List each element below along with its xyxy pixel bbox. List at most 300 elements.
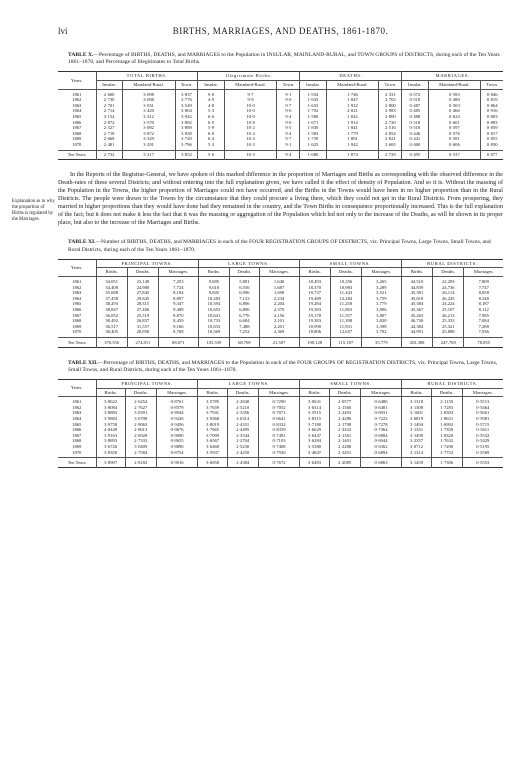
table-cell: 25,321: [433, 324, 464, 330]
table-cell: 1,698: [259, 290, 299, 296]
margin-note: Explanation as to why the proportion of Births is regulated by the Marriages.: [12, 199, 55, 222]
table-cell: 0·466: [428, 108, 481, 114]
table-cell: 10·0: [224, 114, 277, 120]
table-cell: 0·9226: [156, 416, 198, 422]
table-cell: 28,315: [127, 301, 158, 307]
table-cell: 2·3356: [227, 410, 258, 416]
table-cell: 11,557: [330, 313, 361, 319]
table-cell: 22,293: [433, 277, 464, 285]
column-header: Insular.: [96, 81, 122, 90]
table-cell: 2·8013: [125, 427, 156, 433]
table-cell: 6·0: [198, 131, 224, 137]
column-header: Births.: [198, 268, 229, 277]
table-cell: 8,897: [158, 296, 198, 302]
total-cell: 3·217: [122, 150, 175, 160]
table-cell: 3·1494: [402, 422, 431, 428]
table-cell: 2·3544: [227, 433, 258, 439]
year-cell: 1867: [58, 433, 96, 439]
table-cell: 11,863: [330, 307, 361, 313]
table-cell: 0·8890: [156, 444, 198, 450]
total-cell: 2·2085: [329, 458, 360, 468]
table-cell: 2·6314: [227, 416, 258, 422]
table-cell: 0·518: [402, 120, 428, 126]
table-cell: 9·0: [277, 120, 300, 126]
table-cell: 3·9758: [96, 422, 125, 428]
year-cell: 1870: [58, 142, 96, 150]
column-header: Marriages.: [360, 388, 402, 397]
table-cell: 0·5661: [476, 410, 490, 416]
table-cell: 0·6931: [360, 410, 402, 416]
table-cell: 0·460: [402, 142, 428, 150]
table-cell: 18,493: [299, 277, 330, 285]
total-cell: 5·6: [198, 150, 224, 160]
table-cell: 2·600: [96, 89, 122, 97]
total-cell: 370,556: [96, 338, 127, 348]
column-header: Births.: [402, 388, 431, 397]
table-cell: 44,991: [401, 329, 432, 337]
table-cell: 3·1490: [402, 433, 431, 439]
table-cell: 1·792: [300, 108, 326, 114]
table-cell: 9·9: [224, 97, 277, 103]
table-cell: 1·934: [300, 89, 326, 97]
table-cell: 25,333: [433, 318, 464, 324]
year-cell: 1861: [58, 89, 96, 97]
year-cell: 1864: [58, 296, 96, 302]
table-total-row: [58, 338, 503, 348]
table-cell: 18,806: [299, 329, 330, 337]
total-cell: 3·852: [175, 150, 198, 160]
group-header: LARGE TOWNS.: [198, 259, 299, 268]
table-cell: 0·7920: [258, 450, 300, 458]
year-cell: 1868: [58, 318, 96, 324]
total-cell: 21,507: [259, 338, 299, 348]
table-cell: 2·2288: [329, 444, 360, 450]
running-title: BIRTHS, MARRIAGES, AND DEATHS, 1861-1870.: [172, 26, 389, 36]
table-cell: 0·883: [486, 119, 498, 125]
table-cell: 12,284: [330, 296, 361, 302]
table-cell: 10·8: [224, 120, 277, 126]
table-cell: 2·702: [379, 97, 402, 103]
table-cell: 0·5611: [476, 427, 490, 433]
table-cell: 2·2432: [329, 427, 360, 433]
table-cell: 2·5210: [227, 405, 258, 411]
table-10-body: [58, 89, 503, 150]
table-cell: 3,265: [361, 277, 401, 285]
table-cell: 1·922: [326, 103, 379, 109]
table-cell: 8,058: [478, 290, 489, 296]
table-cell: 0·7071: [258, 410, 300, 416]
table-cell: 0·597: [428, 125, 481, 131]
table-cell: 9,166: [158, 324, 198, 330]
column-header: Births.: [299, 268, 330, 277]
table-cell: 6·6: [198, 114, 224, 120]
table-cell: 1·633: [300, 103, 326, 109]
table-cell: 1·633: [300, 97, 326, 103]
table-cell: 3·1331: [402, 427, 431, 433]
year-cell: 1869: [58, 444, 96, 450]
column-header: Marriages.: [259, 268, 299, 277]
table-cell: 10,733: [198, 318, 229, 324]
table-subheader-row: [58, 268, 503, 277]
column-header: Births.: [300, 388, 329, 397]
table-cell: 9·0: [198, 89, 224, 97]
table-cell: 0·7222: [360, 416, 402, 422]
year-cell: 1862: [58, 285, 96, 291]
table-cell: 9·7: [277, 103, 300, 109]
year-cell: 1867: [58, 125, 96, 131]
table-cell: 11,398: [330, 318, 361, 324]
table-cell: 3·0631: [300, 397, 329, 405]
table-cell: 3·7941: [198, 410, 227, 416]
table-cell: 6,684: [230, 318, 260, 324]
table-cell: 45,263: [401, 313, 432, 319]
table-cell: 6·5: [198, 120, 224, 126]
table-cell: 3·0712: [402, 444, 431, 450]
column-header: Marriages.: [258, 388, 300, 397]
table-cell: 36,052: [96, 313, 127, 319]
table-cell: 26,245: [433, 296, 464, 302]
table-cell: 0·6362: [360, 444, 402, 450]
table-11-caption: TABLE XI.—Number of BIRTHS, DEATHS, and MARRIAGES in each of the FOUR REGISTRATION GROUPS OF DISTRICTS, viz. Principal Towns, Large Towns, Small Towns, and Rural Districts, during each of the Ten Years 1861–1870.: [68, 239, 491, 253]
table-cell: 3·6819: [402, 416, 431, 422]
table-cell: 2·4250: [227, 450, 258, 458]
table-cell: 3·154: [96, 114, 122, 120]
table-cell: 0·916: [486, 108, 498, 114]
table-cell: 9·7: [277, 136, 300, 142]
table-cell: 3·7099: [198, 433, 227, 439]
table-cell: 7,747: [478, 284, 489, 290]
table-cell: 3·804: [175, 108, 198, 114]
total-cell: 3·6858: [198, 458, 227, 468]
table-cell: 2·668: [96, 136, 122, 142]
table-cell: 4·8: [198, 103, 224, 109]
year-cell: 1870: [58, 329, 96, 337]
table-cell: 0·7364: [360, 427, 402, 433]
table-cell: 3·1601: [402, 410, 431, 416]
table-cell: 0·5513: [476, 399, 490, 405]
table-cell: 0·817: [486, 130, 498, 136]
table-cell: 3·570: [122, 120, 175, 126]
table-cell: 1·914: [326, 120, 379, 126]
table-cell: 5·3: [198, 108, 224, 114]
table-cell: 0·6641: [258, 416, 300, 422]
table-cell: 3·0708: [125, 416, 156, 422]
year-cell: 1864: [58, 108, 96, 114]
table-cell: 2·1708: [329, 422, 360, 428]
table-cell: 3,289: [361, 285, 401, 291]
table-cell: 1·625: [300, 142, 326, 150]
table-cell: 2·7627: [125, 405, 156, 411]
total-cell: 1·874: [326, 150, 379, 160]
table-cell: 0·6944: [360, 438, 402, 444]
table-cell: 0·572: [402, 89, 428, 97]
table-cell: 35,688: [96, 290, 127, 296]
table-cell: 3,779: [361, 301, 401, 307]
table-cell: 6,896: [230, 307, 260, 313]
table-cell: 2·481: [96, 142, 122, 150]
table-cell: 3·8883: [96, 410, 125, 416]
table-cell: 3·776: [175, 97, 198, 103]
table-cell: 3·329: [122, 136, 175, 142]
column-header: Births.: [401, 268, 432, 277]
table-cell: 10·4: [224, 136, 277, 142]
table-cell: 3·6629: [300, 427, 329, 433]
table-cell: 3·882: [175, 120, 198, 126]
table-cell: 9,347: [158, 301, 198, 307]
table-cell: 18,737: [299, 290, 330, 296]
table-cell: 2,204: [259, 301, 299, 307]
table-cell: 3·0391: [125, 410, 156, 416]
table-cell: 2·5230: [227, 444, 258, 450]
table-cell: 0·485: [402, 108, 428, 114]
table-cell: 0·864: [486, 102, 498, 108]
table-cell: 8,870: [158, 313, 198, 319]
table-cell: 19,383: [299, 318, 330, 324]
year-cell: 1863: [58, 103, 96, 109]
table-cell: 2,156: [259, 313, 299, 319]
table-cell: 10,356: [330, 277, 361, 285]
table-cell: 9·1: [277, 142, 300, 150]
table-cell: 10·3: [224, 142, 277, 150]
table-cell: 0·576: [428, 131, 481, 137]
years-header: Years.: [58, 259, 96, 276]
column-header: Insular.: [300, 81, 326, 90]
table-cell: 25,107: [433, 307, 464, 313]
group-header: Illegitimate Births.: [198, 72, 300, 81]
total-cell: 68,769: [230, 338, 260, 348]
table-cell: 1·841: [326, 125, 379, 131]
table-cell: 29,845: [127, 296, 158, 302]
table-cell: 1·7632: [431, 438, 462, 444]
year-cell: 1870: [58, 450, 96, 458]
table-cell: 0·859: [486, 125, 498, 131]
table-cell: 0·846: [486, 91, 498, 97]
table-cell: 19,178: [299, 313, 330, 319]
table-cell: 44,384: [401, 324, 432, 330]
table-cell: 2·331: [379, 89, 402, 97]
table-cell: 34,408: [96, 285, 127, 291]
column-header: Deaths.: [433, 268, 464, 277]
table-cell: 9,845: [198, 290, 229, 296]
table-cell: 3·6447: [300, 433, 329, 439]
table-cell: 1·7283: [431, 405, 462, 411]
table-cell: 6·4: [198, 136, 224, 142]
table-cell: 7,488: [230, 324, 260, 330]
column-header: Deaths.: [230, 268, 260, 277]
table-cell: 2·800: [379, 103, 402, 109]
table-cell: 0·488: [402, 114, 428, 120]
table-cell: 2·021: [326, 108, 379, 114]
year-cell: 1866: [58, 427, 96, 433]
column-header: Insular.: [198, 81, 224, 90]
group-header: MARRIAGES.: [402, 72, 503, 81]
year-cell: 1868: [58, 131, 96, 137]
table-cell: 0·624: [428, 114, 481, 120]
table-cell: 1·836: [300, 125, 326, 131]
table-row: [58, 450, 503, 458]
table-cell: 3·1314: [402, 450, 431, 458]
table-cell: 3·7659: [198, 405, 227, 411]
table-cell: 0·6486: [360, 397, 402, 405]
table-cell: 6,776: [230, 313, 260, 319]
table-cell: 2·821: [379, 136, 402, 142]
group-header: SMALL TOWNS.: [299, 259, 401, 268]
total-cell: 274,811: [127, 338, 158, 348]
total-cell: 115,187: [330, 338, 361, 348]
total-cell: 247,769: [433, 338, 464, 348]
body-text-section: [12, 172, 503, 227]
table-cell: 10,633: [198, 324, 229, 330]
table-cell: 10,569: [198, 329, 229, 337]
table-cell: 11,258: [330, 301, 361, 307]
table-11: [58, 259, 503, 348]
table-cell: 2,370: [259, 307, 299, 313]
column-header: Deaths.: [431, 388, 462, 397]
table-cell: 2·2840: [227, 397, 258, 405]
total-cell: 9·4: [277, 150, 300, 160]
table-cell: 10,641: [198, 313, 229, 319]
table-cell: 0·5464: [476, 404, 490, 410]
table-cell: 3·420: [122, 108, 175, 114]
table-cell: 3·2357: [402, 438, 431, 444]
table-cell: 0·5715: [476, 421, 490, 427]
table-cell: 1·6992: [431, 422, 462, 428]
table-cell: 3·8622: [96, 397, 125, 405]
table-cell: 7,084: [478, 318, 489, 324]
table-cell: 0·6884: [360, 433, 402, 439]
table-cell: 0·7408: [258, 444, 300, 450]
table-cell: 9·6: [277, 108, 300, 114]
table-cell: 3·9882: [96, 416, 125, 422]
year-cell: 1869: [58, 136, 96, 142]
table-cell: 0·7491: [258, 433, 300, 439]
table-cell: 1·580: [300, 114, 326, 120]
table-cell: 0·601: [428, 120, 481, 126]
table-cell: 4·0449: [96, 427, 125, 433]
year-cell: 1866: [58, 307, 96, 313]
total-cell: 2·729: [379, 150, 402, 160]
total-label: Ten Years: [58, 458, 96, 468]
table-cell: 24,736: [433, 285, 464, 291]
table-cell: 0·5981: [476, 415, 490, 421]
table-cell: 2,369: [259, 329, 299, 337]
total-cell: 0·6863: [360, 458, 402, 468]
table-cell: 1·746: [326, 89, 379, 97]
table-cell: 1,640: [259, 277, 299, 285]
table-cell: 18,370: [299, 285, 330, 291]
table-cell: 3,807: [361, 313, 401, 319]
table-row: [58, 277, 503, 285]
table-cell: 3,906: [361, 307, 401, 313]
table-cell: 1·779: [326, 131, 379, 137]
total-cell: 78,855: [464, 338, 503, 348]
table-cell: 8,459: [158, 318, 198, 324]
table-cell: 0·8579: [156, 405, 198, 411]
table-cell: 10,283: [198, 296, 229, 302]
table-row: [58, 142, 503, 150]
table-cell: 1·881: [326, 136, 379, 142]
table-cell: 3·1308: [402, 405, 431, 411]
table-cell: 3,398: [361, 324, 401, 330]
table-cell: 31,557: [127, 324, 158, 330]
total-cell: 2·4384: [227, 458, 258, 468]
year-cell: 1865: [58, 301, 96, 307]
table-cell: 45,384: [401, 301, 432, 307]
table-cell: 9·0: [277, 97, 300, 103]
table-cell: 38,405: [96, 329, 127, 337]
column-header: Marriages.: [158, 268, 198, 277]
table-cell: 0·855: [486, 136, 498, 142]
table-cell: 2·1150: [431, 397, 462, 405]
table-cell: 26,213: [433, 313, 464, 319]
table-cell: 3·889: [175, 125, 198, 131]
table-cell: 0·9090: [156, 433, 198, 439]
table-cell: 0·480: [428, 97, 481, 103]
table-cell: 0·8332: [258, 422, 300, 428]
total-cell: 103,539: [198, 338, 229, 348]
table-cell: 3,702: [361, 329, 401, 337]
year-cell: 1864: [58, 416, 96, 422]
year-cell: 1862: [58, 405, 96, 411]
table-cell: 9·1: [277, 89, 300, 97]
group-header: PRINCIPAL TOWNS.: [96, 259, 198, 268]
year-cell: 1865: [58, 422, 96, 428]
column-header: Town.: [175, 81, 198, 90]
table-cell: 1·847: [326, 97, 379, 103]
table-cell: 3·838: [175, 131, 198, 137]
table-cell: 2·4331: [227, 422, 258, 428]
total-cell: 88,071: [158, 338, 198, 348]
table-cell: 3·4847: [300, 450, 329, 458]
table-cell: 7,253: [158, 277, 198, 285]
total-label: Ten Years: [58, 150, 96, 160]
table-cell: 0·581: [428, 136, 481, 142]
table-cell: 5,881: [230, 277, 260, 285]
table-cell: 2·800: [379, 114, 402, 120]
total-cell: 1·7306: [431, 458, 462, 468]
running-header: [58, 26, 503, 38]
years-header: Years.: [58, 380, 96, 397]
table-cell: 3·720: [175, 136, 198, 142]
table-cell: 7,809: [478, 279, 489, 285]
table-cell: 3·212: [122, 114, 175, 120]
total-cell: 3·1459: [402, 458, 431, 468]
table-cell: 0·583: [428, 89, 481, 97]
table-cell: 34,051: [96, 277, 127, 285]
table-cell: 10·2: [224, 125, 277, 131]
table-cell: 0·606: [428, 142, 481, 150]
table-cell: 2·730: [379, 120, 402, 126]
table-cell: 3·942: [175, 114, 198, 120]
table-cell: 3·8019: [198, 422, 227, 428]
table-cell: 0·5532: [476, 432, 490, 438]
table-cell: 2·2704: [227, 438, 258, 444]
table-cell: 3,820: [361, 318, 401, 324]
group-header: LARGE TOWNS.: [198, 380, 300, 389]
table-cell: 25,888: [433, 329, 464, 337]
total-cell: 0·5553: [462, 458, 503, 468]
page-number: lvi: [58, 26, 68, 36]
table-cell: 10·0: [224, 103, 277, 109]
table-cell: 0·819: [486, 97, 498, 103]
table-cell: 0·5429: [476, 438, 490, 444]
column-header: Mainland-Rural.: [326, 81, 379, 90]
table-cell: 2·1566: [329, 405, 360, 411]
column-header: Insular.: [402, 81, 428, 90]
table-cell: 0·830: [486, 141, 498, 147]
table-cell: 0·446: [402, 131, 428, 137]
table-cell: 7,252: [230, 329, 260, 337]
